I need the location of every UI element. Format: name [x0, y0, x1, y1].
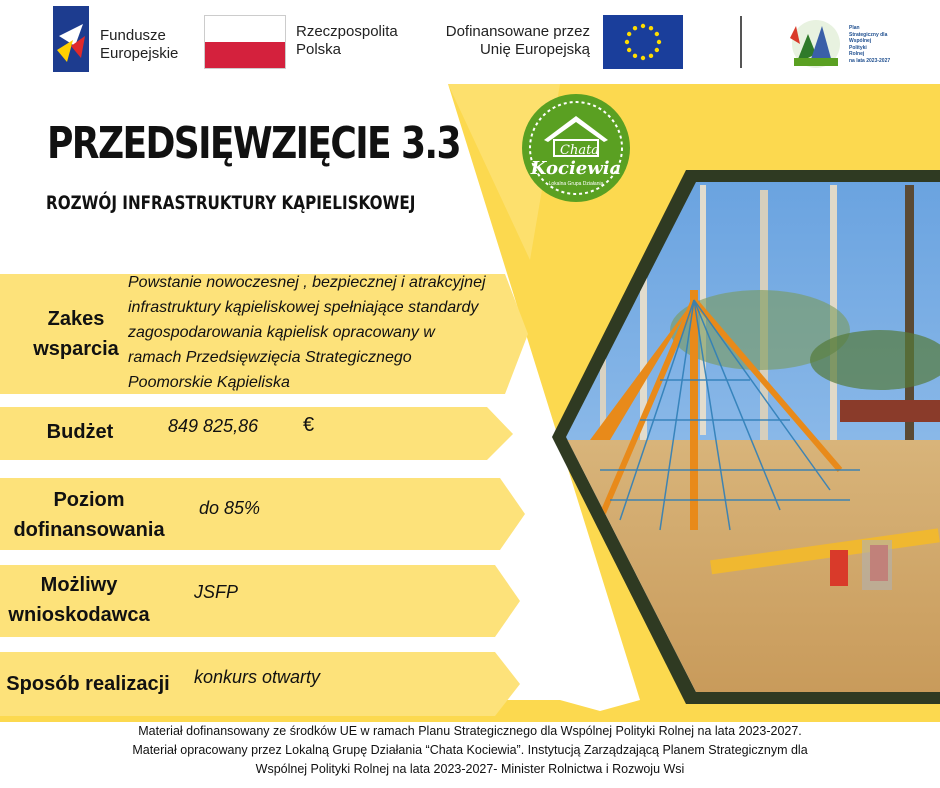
- lgd-name-line2: Kociewia: [530, 158, 622, 179]
- header-divider: [740, 16, 742, 68]
- plan-strategiczny-icon: [786, 14, 846, 70]
- zakres-line: Poomorskie Kąpieliska: [128, 374, 290, 391]
- zakres-line: infrastruktury kąpieliskowej spełniające standardy: [128, 299, 479, 316]
- eu-star: [625, 40, 629, 44]
- rzeczpospolita-text: [296, 23, 398, 59]
- mozliwy-label-line1: Możliwy: [40, 574, 118, 596]
- zakres-line: Powstanie nowoczesnej , bezpiecznej i atrakcyjnej: [128, 274, 486, 291]
- fundusze-europejskie-icon: [53, 6, 89, 72]
- sposob-label: Sposób realizacji: [6, 673, 170, 695]
- footer-disclaimer: [0, 722, 940, 779]
- ps-line2: Strategiczny dla: [849, 31, 888, 38]
- zakres-line: ramach Przedsięwzięcia Strategicznego: [128, 349, 412, 366]
- eu-star: [655, 48, 659, 52]
- eu-star: [657, 40, 661, 44]
- budzet-currency: €: [303, 414, 315, 436]
- mozliwy-label: [0, 570, 158, 630]
- eu-star: [627, 48, 631, 52]
- ps-line5: Rolnej: [849, 51, 865, 57]
- zakres-value: [128, 270, 523, 395]
- poziom-label: [0, 485, 178, 545]
- mozliwy-value: JSFP: [194, 582, 239, 602]
- eu-star: [633, 26, 637, 30]
- poziom-value: do 85%: [199, 498, 261, 518]
- ps-line3: Wspólnej: [849, 38, 872, 44]
- eu-star: [641, 24, 645, 28]
- poziom-label-line1: Poziom: [53, 489, 125, 511]
- ps-line1: Plan: [849, 25, 860, 31]
- zakres-label: [24, 304, 128, 364]
- dof-line2: Unię Europejską: [479, 41, 590, 58]
- footer-line2: Materiał opracowany przez Lokalną Grupę Działania “Chata Kociewia”. Instytucją Zarządzającą Planem Strategicznym dla: [132, 743, 808, 757]
- sposob-value: konkurs otwarty: [194, 667, 321, 687]
- lgd-tagline: Lokalna Grupa Działania: [548, 181, 604, 187]
- eu-star: [649, 26, 653, 30]
- zakres-label-line1: Zakes: [47, 308, 105, 330]
- eu-star: [655, 32, 659, 36]
- eu-star: [641, 56, 645, 60]
- zakres-line: zagospodarowania kąpielisk opracowany w: [128, 324, 435, 341]
- budzet-value: 849 825,86: [168, 416, 259, 436]
- fundusze-europejskie-text: [100, 27, 178, 63]
- mozliwy-label-line2: wnioskodawca: [8, 604, 150, 626]
- footer-line1: Materiał dofinansowany ze środków UE w ramach Planu Strategicznego dla Wspólnej Polityki Rolnej na lata 2023-2027.: [138, 724, 802, 738]
- eu-star: [633, 54, 637, 58]
- fe-line2: Europejskie: [100, 45, 179, 62]
- rp-line1: Rzeczpospolita: [296, 23, 398, 40]
- ps-line4: Polityki: [849, 44, 867, 51]
- eu-star: [627, 32, 631, 36]
- page-subtitle: ROZWÓJ INFRASTRUKTURY KĄPIELISKOWEJ: [46, 192, 416, 214]
- plan-strategiczny-text: [849, 25, 890, 64]
- dofinansowane-text: [430, 23, 590, 59]
- polish-flag-icon: [204, 15, 286, 69]
- zakres-label-line2: wsparcia: [33, 338, 119, 360]
- page-title: PRZEDSIĘWZIĘCIE 3.3: [47, 118, 460, 169]
- ps-line6: na lata 2023-2027: [849, 57, 891, 64]
- chata-kociewia-logo: [520, 92, 632, 204]
- poziom-label-line2: dofinansowania: [13, 519, 165, 541]
- fe-line1: Fundusze: [100, 27, 166, 44]
- header-logos-bar: [0, 0, 940, 84]
- lgd-name-line1: Chata: [560, 143, 600, 158]
- footer-line3: Wspólnej Polityki Rolnej na lata 2023-2027- Minister Rolnictwa i Rozwoju Wsi: [255, 762, 685, 776]
- budzet-label: Budżet: [46, 421, 114, 443]
- dof-line1: Dofinansowane przez: [445, 23, 590, 40]
- rp-line2: Polska: [296, 41, 342, 58]
- eu-flag-icon: [603, 15, 683, 69]
- eu-star: [649, 54, 653, 58]
